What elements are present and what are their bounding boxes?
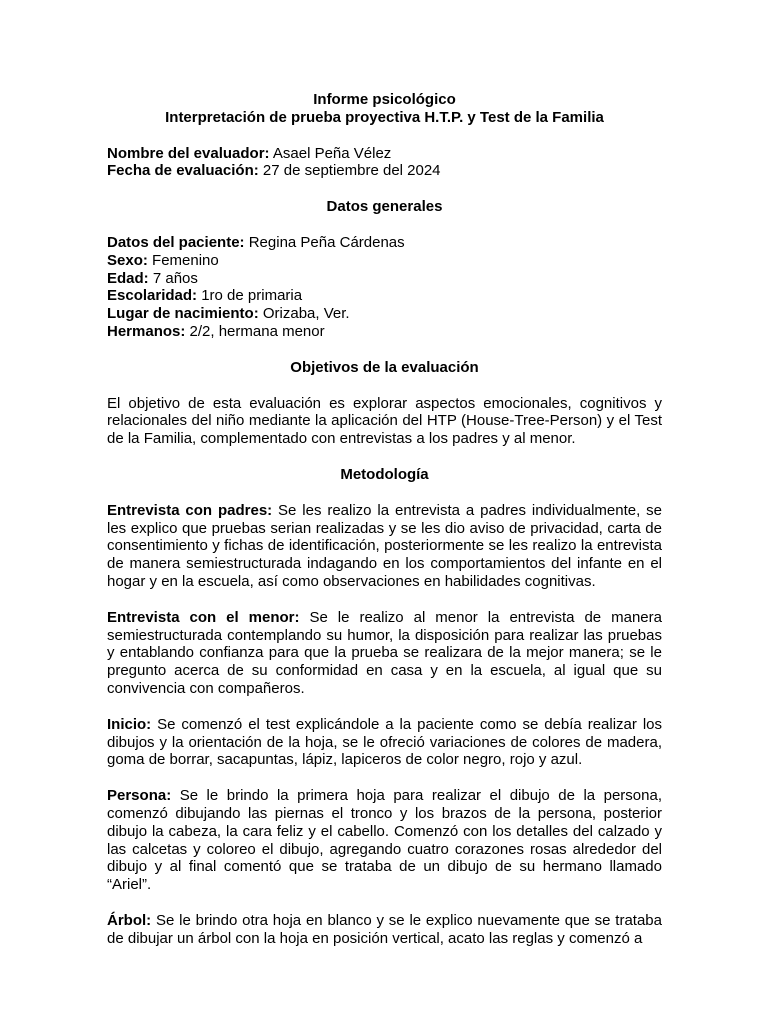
report-title-block — [107, 91, 662, 127]
report-title: Informe psicológico — [313, 91, 456, 108]
patient-name-line — [107, 234, 662, 252]
child-interview-paragraph — [107, 609, 662, 698]
objectives-heading: Objetivos de la evaluación — [290, 358, 479, 376]
parents-interview-text: Se les realizo la entrevista a padres individualmente, se les explico que pruebas serian realizadas y se les dio aviso de privacidad, carta de consentimiento y fichas de identificación, posteriormente se les realizo la entrevista de manera semiestructurada indagando en los comportamientos del infante en el hogar y en la escuela, así como observaciones en habilidades cognitivas. — [107, 501, 662, 590]
report-subtitle: Interpretación de prueba proyectiva H.T.P. y Test de la Familia — [165, 108, 604, 126]
sex-label: Sexo: — [107, 251, 148, 269]
tree-paragraph — [107, 912, 662, 948]
birthplace-value: Orizaba, Ver. — [258, 305, 350, 323]
person-label: Persona: — [107, 787, 172, 805]
parents-interview-paragraph — [107, 502, 662, 591]
age-value: 7 años — [148, 269, 198, 287]
parents-interview-label: Entrevista con padres: — [107, 501, 273, 519]
birthplace-line — [107, 305, 662, 323]
start-label: Inicio: — [107, 715, 152, 733]
objectives-paragraph: El objetivo de esta evaluación es explorar aspectos emocionales, cognitivos y relacionales del niño mediante la aplicación del HTP (House-Tree-Person) y el Test de la Familia, complementado con entrevistas a los padres y al menor. — [107, 394, 662, 448]
schooling-line — [107, 287, 662, 305]
person-text: Se le brindo la primera hoja para realizar el dibujo de la persona, comenzó dibujando las piernas el tronco y los brazos de la persona, posterior dibujo la cabeza, la cara feliz y el cabello. Comenzó con los detalles del calzado y las calcetas y coloreo el dibujo, agregando cuatro corazones rosas alrededor del dibujo y al final comentó que se trataba de un dibujo de su hermano llamado “Ariel”. — [107, 787, 662, 894]
start-paragraph — [107, 716, 662, 769]
siblings-label: Hermanos: — [107, 322, 186, 340]
person-paragraph — [107, 787, 662, 894]
age-label: Edad: — [107, 269, 149, 287]
tree-text: Se le brindo otra hoja en blanco y se le explico nuevamente que se trataba de dibujar un árbol con la hoja en posición vertical, acato las reglas y comenzó a — [107, 911, 662, 947]
general-data-heading: Datos generales — [326, 198, 443, 216]
child-interview-text: Se le realizo al menor la entrevista de manera semiestructurada contemplando su humor, la disposición para realizar las pruebas y entablando confianza para que la prueba se realizara de la mejor manera; se le pregunto acerca de su conformidad en casa y en la escuela, al igual que su convivencia con compañeros. — [107, 608, 662, 697]
sex-line — [107, 252, 662, 270]
evaluation-date-label: Fecha de evaluación: — [107, 162, 259, 180]
siblings-value: 2/2, hermana menor — [185, 322, 325, 340]
child-interview-label: Entrevista con el menor: — [107, 608, 300, 626]
evaluator-name-line — [107, 145, 662, 163]
birthplace-label: Lugar de nacimiento: — [107, 305, 259, 323]
age-line — [107, 270, 662, 288]
siblings-line — [107, 323, 662, 341]
evaluator-name-label: Nombre del evaluador: — [107, 144, 270, 162]
evaluator-name-value: Asael Peña Vélez — [269, 144, 392, 162]
tree-label: Árbol: — [107, 911, 152, 929]
patient-name-value: Regina Peña Cárdenas — [244, 233, 405, 251]
evaluation-date-value: 27 de septiembre del 2024 — [258, 162, 441, 180]
patient-name-label: Datos del paciente: — [107, 233, 245, 251]
schooling-value: 1ro de primaria — [197, 287, 303, 305]
sex-value: Femenino — [147, 251, 219, 269]
evaluation-date-line — [107, 162, 662, 180]
schooling-label: Escolaridad: — [107, 287, 198, 305]
start-text: Se comenzó el test explicándole a la paciente como se debía realizar los dibujos y la orientación de la hoja, se le ofreció variaciones de colores de madera, goma de borrar, sacapuntas, lápiz, lapiceros de color negro, rojo y azul. — [107, 715, 662, 769]
methodology-heading: Metodología — [340, 465, 429, 483]
